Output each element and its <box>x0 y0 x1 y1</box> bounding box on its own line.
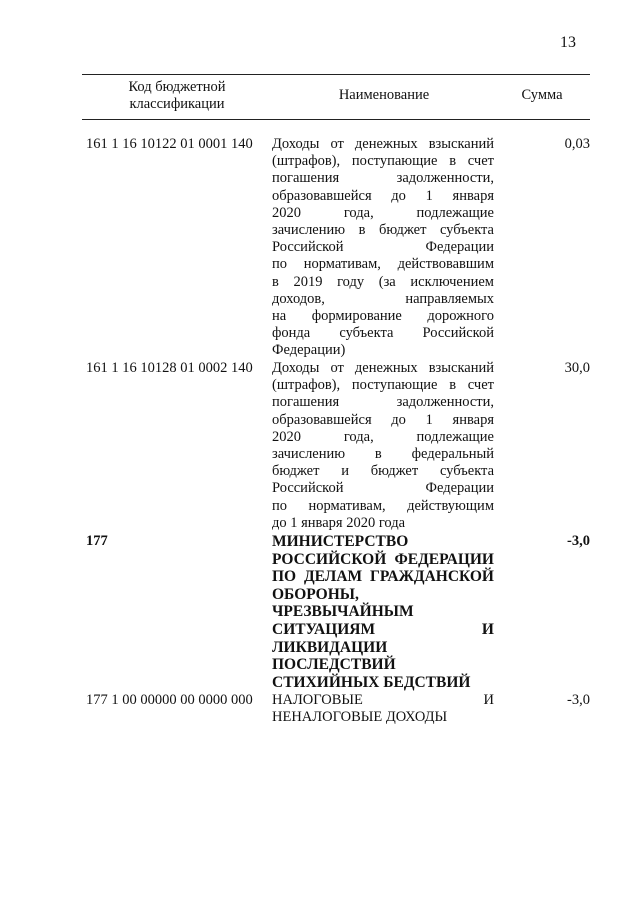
row-name-line: 2020 года, подлежащие <box>272 204 494 221</box>
row-name <box>272 692 494 726</box>
header-sum: Сумма <box>521 87 563 103</box>
row-name-line: по нормативам, действующим <box>272 497 494 514</box>
row-name-line: фонда субъекта Российской <box>272 325 494 342</box>
row-name-line: погашения задолженности, <box>272 394 494 411</box>
row-name-line: ЛИКВИДАЦИИ <box>272 638 388 656</box>
header-name: Наименование <box>338 87 430 103</box>
row-sum: -3,0 <box>567 692 590 708</box>
row-name-line: на формирование дорожного <box>272 307 494 324</box>
row-name-line: образовавшейся до 1 января <box>272 411 494 428</box>
row-name-line: ПОСЛЕДСТВИЙ <box>272 656 396 674</box>
row-name-line: 2020 года, подлежащие <box>272 428 494 445</box>
row-code: 161 1 16 10122 01 0001 140 <box>86 136 253 152</box>
row-name-line: Российской Федерации <box>272 480 494 497</box>
row-sum: 0,03 <box>564 136 590 152</box>
header-code-line1: Код бюджетной <box>128 79 226 95</box>
table-header <box>82 74 590 120</box>
header-code <box>112 79 242 113</box>
row-code: 161 1 16 10128 01 0002 140 <box>86 360 253 376</box>
row-name-line: (штрафов), поступающие в счет <box>272 377 494 394</box>
row-name-line: в 2019 году (за исключением <box>272 273 494 290</box>
row-name-line: Российской Федерации <box>272 239 494 256</box>
row-name-line: Доходы от денежных взысканий <box>272 360 494 376</box>
row-name <box>272 136 494 359</box>
row-name <box>272 533 494 691</box>
row-name-line: погашения задолженности, <box>272 170 494 187</box>
row-name-line: ОБОРОНЫ, <box>272 585 359 603</box>
row-name-line: СИТУАЦИЯМ И <box>272 620 494 638</box>
row-name-line: РОССИЙСКОЙ ФЕДЕРАЦИИ <box>272 550 494 568</box>
budget-table <box>82 74 590 726</box>
row-name <box>272 360 494 532</box>
row-name-line: зачислению в бюджет субъекта <box>272 221 494 238</box>
row-name-line: Доходы от денежных взысканий <box>272 136 494 152</box>
row-name-line: СТИХИЙНЫХ БЕДСТВИЙ <box>272 673 471 691</box>
row-name-line: Федерации) <box>272 342 346 359</box>
row-name-line: образовавшейся до 1 января <box>272 187 494 204</box>
row-name-line: (штрафов), поступающие в счет <box>272 153 494 170</box>
row-name-line: до 1 января 2020 года <box>272 514 406 531</box>
header-code-line2: классификации <box>129 96 225 112</box>
row-name-line: бюджет и бюджет субъекта <box>272 463 494 480</box>
row-code: 177 1 00 00000 00 0000 000 <box>86 692 253 708</box>
row-code: 177 <box>86 533 108 549</box>
row-name-line: зачислению в федеральный <box>272 445 494 462</box>
row-name-line: ЧРЕЗВЫЧАЙНЫМ <box>272 603 414 621</box>
row-sum: 30,0 <box>564 360 590 376</box>
row-name-line: доходов, направляемых <box>272 290 494 307</box>
row-name-line: НЕНАЛОГОВЫЕ ДОХОДЫ <box>272 709 448 726</box>
row-name-line: ПО ДЕЛАМ ГРАЖДАНСКОЙ <box>272 568 494 586</box>
row-name-line: по нормативам, действовавшим <box>272 256 494 273</box>
row-sum: -3,0 <box>567 533 590 549</box>
page-number: 13 <box>560 34 576 51</box>
row-name-line: МИНИСТЕРСТВО <box>272 533 409 550</box>
row-name-line: НАЛОГОВЫЕ И <box>272 692 494 708</box>
